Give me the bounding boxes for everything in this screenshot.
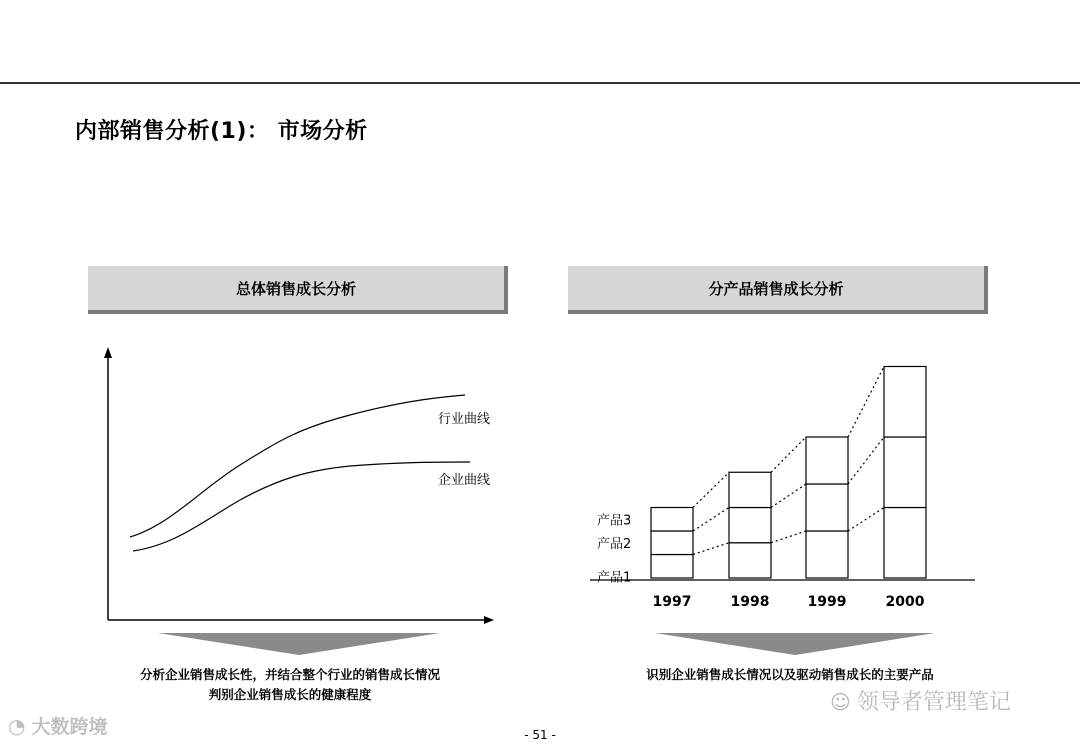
left-funnel-arrow (158, 633, 440, 655)
left-caption (90, 665, 490, 705)
right-panel-header-label: 分产品销售成长分析 (708, 279, 844, 298)
year-label-2000: 2000 (885, 594, 925, 610)
connector-1-1997 (693, 543, 729, 555)
left-caption-line2: 判别企业销售成长的健康程度 (208, 687, 372, 702)
industry-curve-label: 行业曲线 (438, 412, 491, 427)
x-axis-arrow (484, 616, 494, 624)
connector-2-1999 (848, 437, 884, 484)
series-label-1: 产品1 (597, 570, 632, 586)
year-label-1997: 1997 (652, 594, 692, 610)
bar-segment-1997-2 (651, 531, 693, 555)
left-panel-header-label: 总体销售成长分析 (235, 279, 356, 298)
industry-curve (130, 395, 465, 537)
slide-title: 内部销售分析(1)： 市场分析 (75, 119, 368, 144)
watermark-right-text: 领导者管理笔记 (856, 690, 1011, 715)
bar-segment-2000-3 (884, 367, 926, 438)
connector-3-1999 (848, 367, 884, 438)
bar-segment-1999-2 (806, 484, 848, 531)
logo-icon: ◔ (8, 714, 26, 738)
series-label-3: 产品3 (597, 513, 632, 529)
bar-segment-1998-3 (729, 472, 771, 507)
connector-2-1998 (771, 484, 806, 508)
right-funnel-arrow (655, 633, 935, 655)
y-axis-arrow (104, 347, 112, 358)
bar-segment-1998-1 (729, 543, 771, 578)
bar-segment-1997-1 (651, 555, 693, 579)
year-label-1998: 1998 (730, 594, 770, 610)
watermark-left-text: 大数跨境 (31, 716, 108, 738)
growth-curve-diagram (104, 347, 494, 655)
series-label-2: 产品2 (597, 536, 632, 552)
right-caption: 识别企业销售成长情况以及驱动销售成长的主要产品 (646, 667, 934, 682)
wechat-icon: ☺ (830, 690, 851, 714)
bar-segment-1999-1 (806, 531, 848, 578)
bar-segment-1997-3 (651, 508, 693, 532)
product-sales-chart (590, 367, 975, 611)
connector-1-1998 (771, 531, 806, 543)
left-caption-line1: 分析企业销售成长性，并结合整个行业的销售成长情况 (139, 667, 440, 682)
bar-segment-2000-2 (884, 437, 926, 508)
connector-3-1998 (771, 437, 806, 472)
bar-segment-1998-2 (729, 508, 771, 543)
watermark-left (8, 712, 107, 739)
page-number: - 51 - (524, 728, 556, 742)
company-curve-label: 企业曲线 (438, 473, 491, 488)
watermark-right (830, 685, 1011, 716)
connector-2-1997 (693, 508, 729, 532)
connector-3-1997 (693, 472, 729, 507)
bar-segment-2000-1 (884, 508, 926, 579)
connector-1-1999 (848, 508, 884, 532)
bar-segment-1999-3 (806, 437, 848, 484)
year-label-1999: 1999 (807, 594, 847, 610)
